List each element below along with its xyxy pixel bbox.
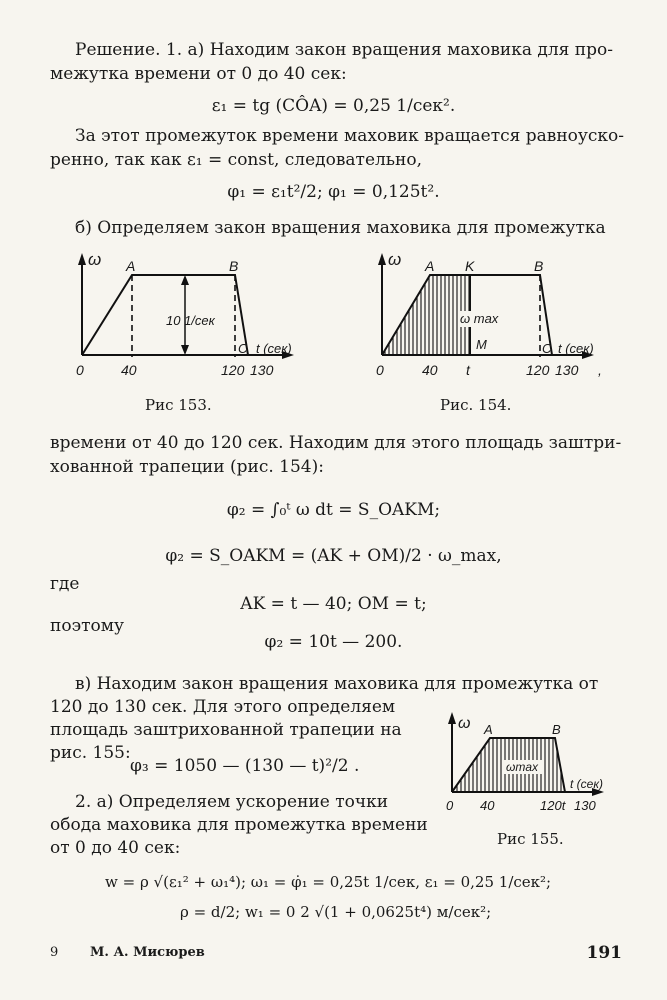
- fig155-label-b: B: [552, 722, 561, 737]
- fig154-label-40: 40: [422, 362, 438, 378]
- para1-line1: Решение. 1. а) Находим закон вращения маховика для про-: [75, 40, 613, 60]
- equation-w1: ρ = d/2; w₁ = 0 2 √(1 + 0,0625t⁴) м/сек²;: [180, 903, 492, 921]
- fig155-label-t: t (сек): [570, 777, 603, 791]
- fig154-label-a: A: [425, 258, 435, 274]
- fig155-label-origin: 0: [446, 798, 454, 813]
- fig153-label-120: 120: [221, 362, 245, 378]
- word-therefore: поэтому: [50, 616, 124, 636]
- equation-phi2-final: φ₂ = 10t — 200.: [264, 632, 403, 652]
- para3-line: б) Определяем закон вращения маховика для промежутка: [75, 218, 606, 238]
- fig154-y-arrow: [378, 253, 386, 265]
- fig154-label-omega: ω: [388, 250, 402, 269]
- equation-phi3: φ₃ = 1050 — (130 — t)²/2 .: [130, 756, 360, 776]
- fig153-label-mid: 10 1/сек: [166, 313, 215, 328]
- fig153-label-b: B: [229, 258, 239, 274]
- fig153-label-a: A: [126, 258, 136, 274]
- fig154-label-xt: t: [466, 362, 470, 378]
- fig155-label-120t: 120t: [540, 798, 566, 813]
- fig153-caption: Рис 153.: [145, 396, 212, 414]
- fig153-dim-arrow-up: [181, 275, 189, 285]
- equation-phi1: φ₁ = ε₁t²/2; φ₁ = 0,125t².: [227, 182, 440, 202]
- para6-line3: от 0 до 40 сек:: [50, 838, 181, 858]
- figure-155: [440, 710, 640, 820]
- para6-line1: 2. а) Определяем ускорение точки: [75, 792, 389, 812]
- para5-line1: в) Находим закон вращения маховика для промежутка от: [75, 674, 599, 694]
- word-where: где: [50, 574, 80, 594]
- fig155-y-arrow: [448, 712, 456, 724]
- equation-phi2-integral: φ₂ = ∫₀ᵗ ω dt = S_OAKM;: [226, 500, 441, 520]
- para5-line3: площадь заштрихованной трапеции на: [50, 720, 402, 740]
- equation-eps1: ε₁ = tg (CÔA) = 0,25 1/сек².: [211, 96, 456, 116]
- fig154-label-mid: ω max: [460, 311, 499, 326]
- fig153-graph: [82, 275, 248, 355]
- fig154-label-origin: 0: [376, 362, 384, 378]
- fig155-label-omega: ω: [458, 715, 471, 732]
- fig154-label-130: 130: [555, 362, 579, 378]
- para5-line4: рис. 155:: [50, 743, 131, 763]
- fig153-label-c: C: [238, 341, 248, 356]
- fig153-label-omega: ω: [88, 250, 102, 269]
- fig154-label-120: 120: [526, 362, 550, 378]
- svg-text:,: ,: [598, 362, 602, 378]
- fig153-dim-arrow-down: [181, 345, 189, 355]
- para1-line2: межутка времени от 0 до 40 сек:: [50, 64, 347, 84]
- equation-ak-om: AK = t — 40; OM = t;: [240, 594, 427, 614]
- para4-line1: времени от 40 до 120 сек. Находим для этого площадь заштри-: [50, 433, 622, 453]
- para4-line2: хованной трапеции (рис. 154):: [50, 457, 324, 477]
- fig153-label-130: 130: [250, 362, 274, 378]
- fig153-y-arrow: [78, 253, 86, 265]
- equation-phi2-area: φ₂ = S_OAKM = (AK + OM)/2 · ω_max,: [165, 546, 502, 566]
- fig153-label-40: 40: [121, 362, 137, 378]
- fig153-label-t: t (сек): [256, 341, 292, 356]
- fig155-label-a: A: [484, 722, 493, 737]
- fig154-label-t: t (сек): [558, 341, 594, 356]
- fig154-hatched-area: [382, 275, 470, 355]
- fig153-label-origin: 0: [76, 362, 84, 378]
- para6-line2: обода маховика для промежутка времени: [50, 815, 428, 835]
- equation-w: w = ρ √(ε₁² + ω₁⁴); ω₁ = φ̇₁ = 0,25t 1/сек, ε₁ = 0,25 1/сек²;: [105, 873, 552, 891]
- fig154-caption: Рис. 154.: [440, 396, 512, 414]
- fig155-label-mid: ωmax: [506, 760, 539, 774]
- para2-line1: За этот промежуток времени маховик вращается равноуско-: [75, 126, 625, 146]
- fig154-label-k: K: [465, 258, 475, 274]
- footer-signature: 9: [50, 945, 59, 960]
- figure-153: [0, 245, 667, 405]
- page-number: 191: [586, 943, 622, 963]
- fig155-label-130: 130: [574, 798, 596, 813]
- para5-line2: 120 до 130 сек. Для этого определяем: [50, 697, 396, 717]
- fig154-label-b: B: [534, 258, 544, 274]
- fig155-caption: Рис 155.: [497, 830, 564, 848]
- footer-author: М. А. Мисюрев: [90, 945, 205, 960]
- fig154-label-m: M: [476, 337, 487, 352]
- fig155-label-40: 40: [480, 798, 495, 813]
- fig154-label-c: C: [542, 341, 552, 356]
- para2-line2: ренно, так как ε₁ = const, следовательно,: [50, 150, 423, 170]
